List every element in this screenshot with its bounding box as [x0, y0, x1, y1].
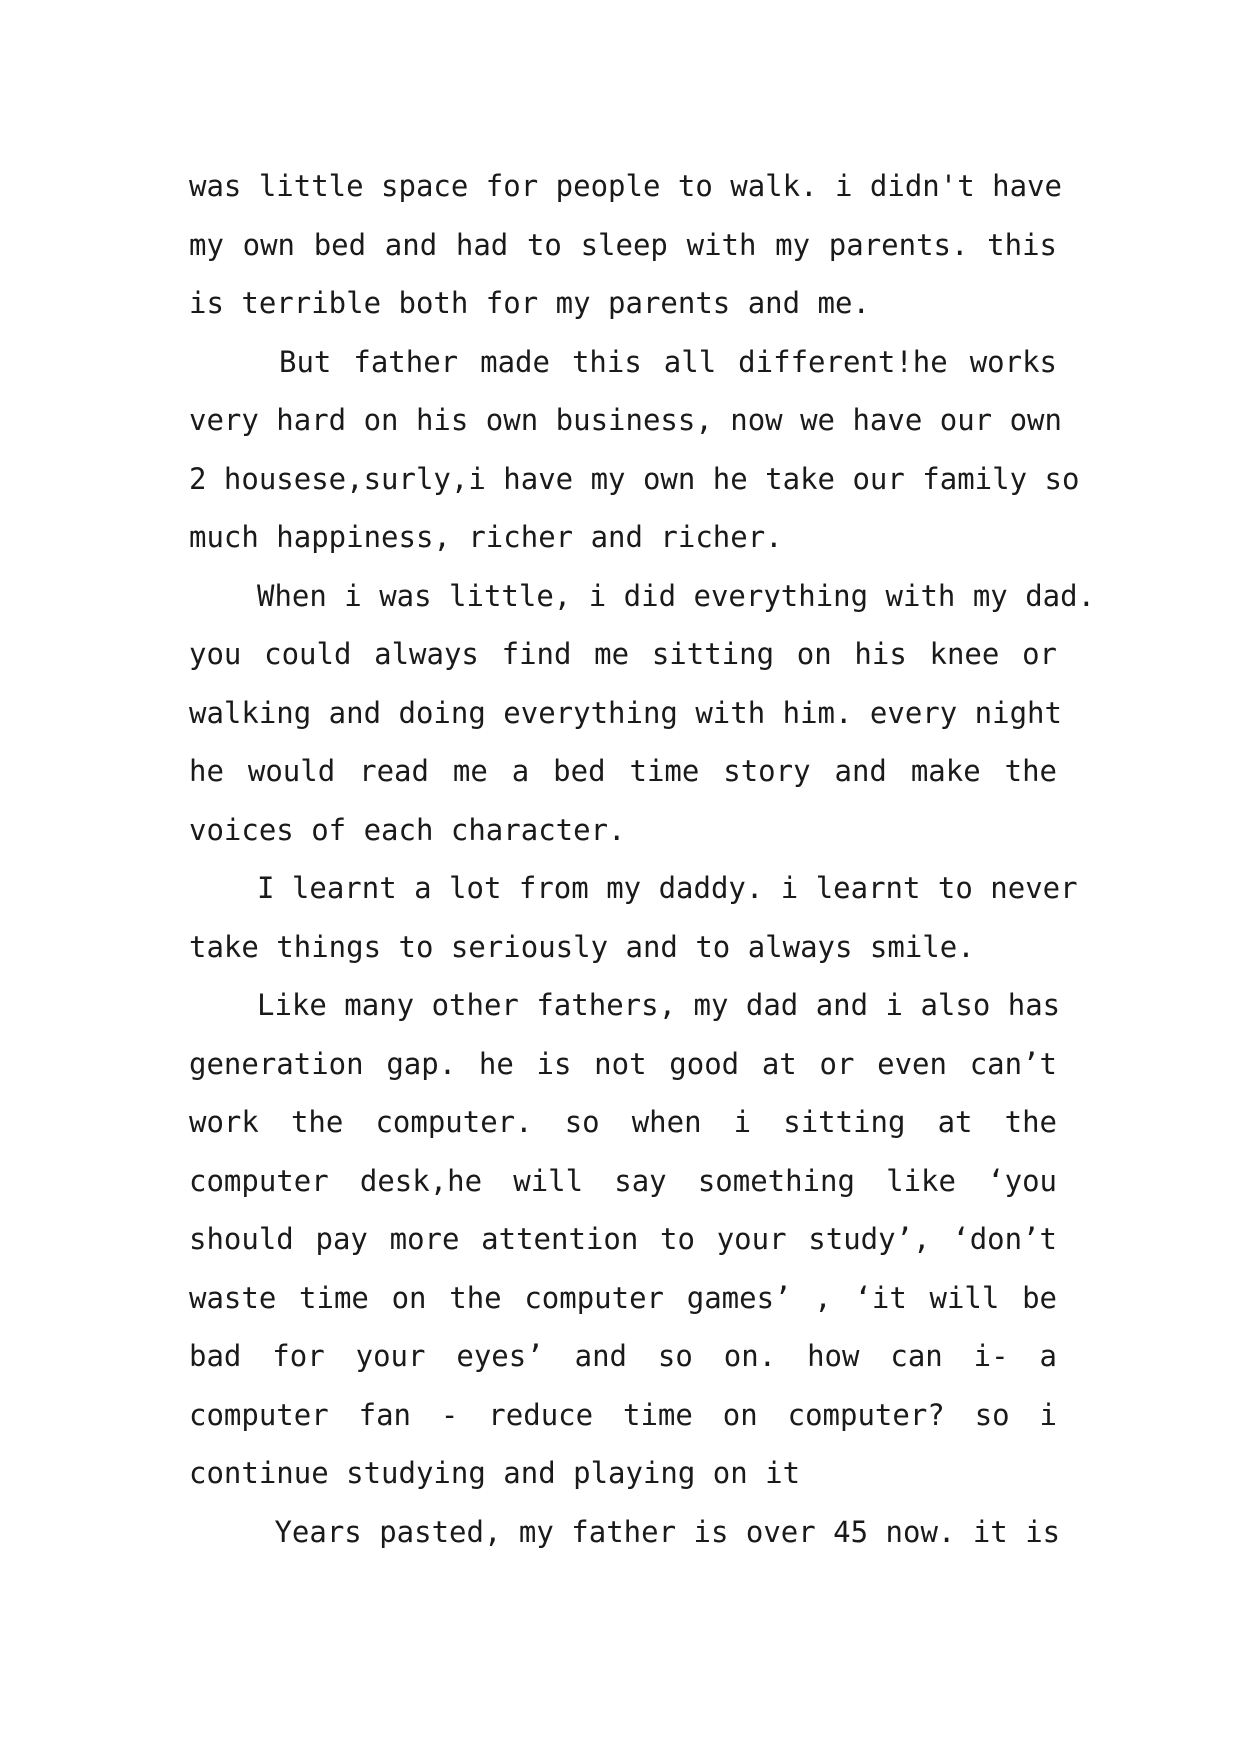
text-line: Like many other fathers, my dad and i also has [257, 988, 1061, 1022]
text-line: he would read me a bed time story and make the [189, 754, 1057, 788]
text-line: When i was little, i did everything with my dad. [257, 578, 1096, 613]
text-line: generation gap. he is not good at or even can’t [189, 1046, 1057, 1081]
text-line: computer fan - reduce time on computer? so i [189, 1397, 1057, 1432]
text-line: bad for your eyes’ and so on. how can i- a [189, 1339, 1057, 1373]
text-line: computer desk,he will say something like ‘you [189, 1163, 1057, 1198]
text-line: work the computer. so when i sitting at the [189, 1105, 1057, 1139]
text-line: my own bed and had to sleep with my parents. this [189, 227, 1057, 262]
text-line: continue studying and playing on it [189, 1456, 801, 1490]
text-line: 2 housese,surly,i have my own he take our family so [189, 461, 1080, 496]
text-line: should pay more attention to your study’, ‘don’t [189, 1222, 1057, 1256]
text-line: Years pasted, my father is over 45 now. it is [257, 1514, 1061, 1549]
text-line: was little space for people to walk. i didn't have [189, 169, 1062, 203]
text-line: you could always find me sitting on his knee or [189, 637, 1057, 671]
text-line: I learnt a lot from my daddy. i learnt to never [257, 871, 1078, 905]
text-line: very hard on his own business, now we have our own [189, 403, 1062, 437]
text-line: But father made this all different!he works [257, 344, 1057, 379]
body-text [189, 157, 1096, 1561]
text-line: is terrible both for my parents and me. [189, 286, 870, 320]
text-line: voices of each character. [189, 812, 626, 847]
text-line: waste time on the computer games’ , ‘it will be [189, 1280, 1057, 1315]
text-line: walking and doing everything with him. every night [189, 695, 1062, 730]
text-line: take things to seriously and to always smile. [189, 929, 975, 964]
text-line: much happiness, richer and richer. [189, 520, 783, 554]
